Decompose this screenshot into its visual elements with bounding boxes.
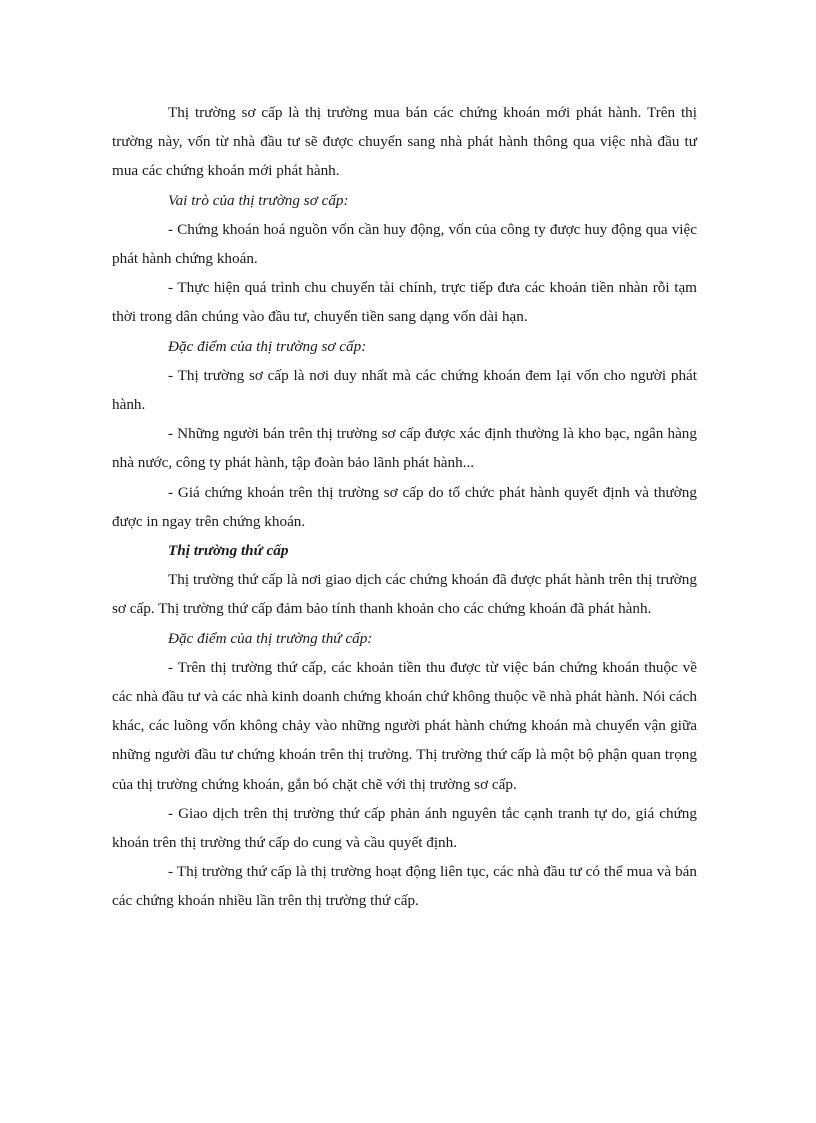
paragraph-primary-market-definition: Thị trường sơ cấp là thị trường mua bán các chứng khoán mới phát hành. Trên thị trường này, vốn từ nhà đầu tư sẽ được chuyển sang nhà phát hành thông qua việc nhà đầu tư mua các chứng khoán mới phát hành.	[112, 104, 697, 180]
paragraph-primary-feature-2: - Những người bán trên thị trường sơ cấp được xác định thường là kho bạc, ngân hàng nhà nước, công ty phát hành, tập đoàn bảo lãnh phát hành...	[112, 425, 697, 472]
heading-secondary-market-features: Đặc điểm của thị trường thứ cấp:	[168, 629, 373, 647]
heading-primary-market-role: Vai trò của thị trường sơ cấp:	[168, 191, 349, 209]
paragraph-secondary-feature-1: - Trên thị trường thứ cấp, các khoản tiền thu được từ việc bán chứng khoán thuộc về các nhà đầu tư và các nhà kinh doanh chứng khoán chứ không thuộc về nhà phát hành. Nói cách khác, các luồng vốn không chảy vào những người phát hành chứng khoán mà chuyển vận giữa những người đầu tư chứng khoán trên thị trường. Thị trường thứ cấp là một bộ phận quan trọng của thị trường chứng khoán, gắn bó chặt chẽ với thị trường sơ cấp.	[112, 658, 697, 793]
paragraph-role-1: - Chứng khoán hoá nguồn vốn cần huy động, vốn của công ty được huy động qua việc phát hành chứng khoán.	[112, 220, 697, 268]
paragraph-secondary-feature-3: - Thị trường thứ cấp là thị trường hoạt động liên tục, các nhà đầu tư có thể mua và bán các chứng khoán nhiều lần trên thị trường thứ cấp.	[112, 863, 697, 910]
paragraph-secondary-market-definition: Thị trường thứ cấp là nơi giao dịch các chứng khoán đã được phát hành trên thị trường sơ cấp. Thị trường thứ cấp đảm bảo tính thanh khoản cho các chứng khoán đã phát hành.	[112, 571, 697, 618]
paragraph-role-2: - Thực hiện quá trình chu chuyển tài chính, trực tiếp đưa các khoản tiền nhàn rỗi tạm thời trong dân chúng vào đầu tư, chuyển tiền sang dạng vốn dài hạn.	[112, 279, 697, 326]
heading-primary-market-features: Đặc điểm của thị trường sơ cấp:	[168, 337, 367, 355]
paragraph-primary-feature-1: - Thị trường sơ cấp là nơi duy nhất mà các chứng khoán đem lại vốn cho người phát hành.	[112, 366, 697, 414]
document-body	[112, 98, 697, 916]
paragraph-secondary-feature-2: - Giao dịch trên thị trường thứ cấp phản ánh nguyên tắc cạnh tranh tự do, giá chứng khoán trên thị trường thứ cấp do cung và cầu quyết định.	[112, 804, 697, 852]
paragraph-primary-feature-3: - Giá chứng khoán trên thị trường sơ cấp do tổ chức phát hành quyết định và thường được in ngay trên chứng khoán.	[112, 483, 697, 530]
heading-secondary-market: Thị trường thứ cấp	[168, 542, 289, 560]
